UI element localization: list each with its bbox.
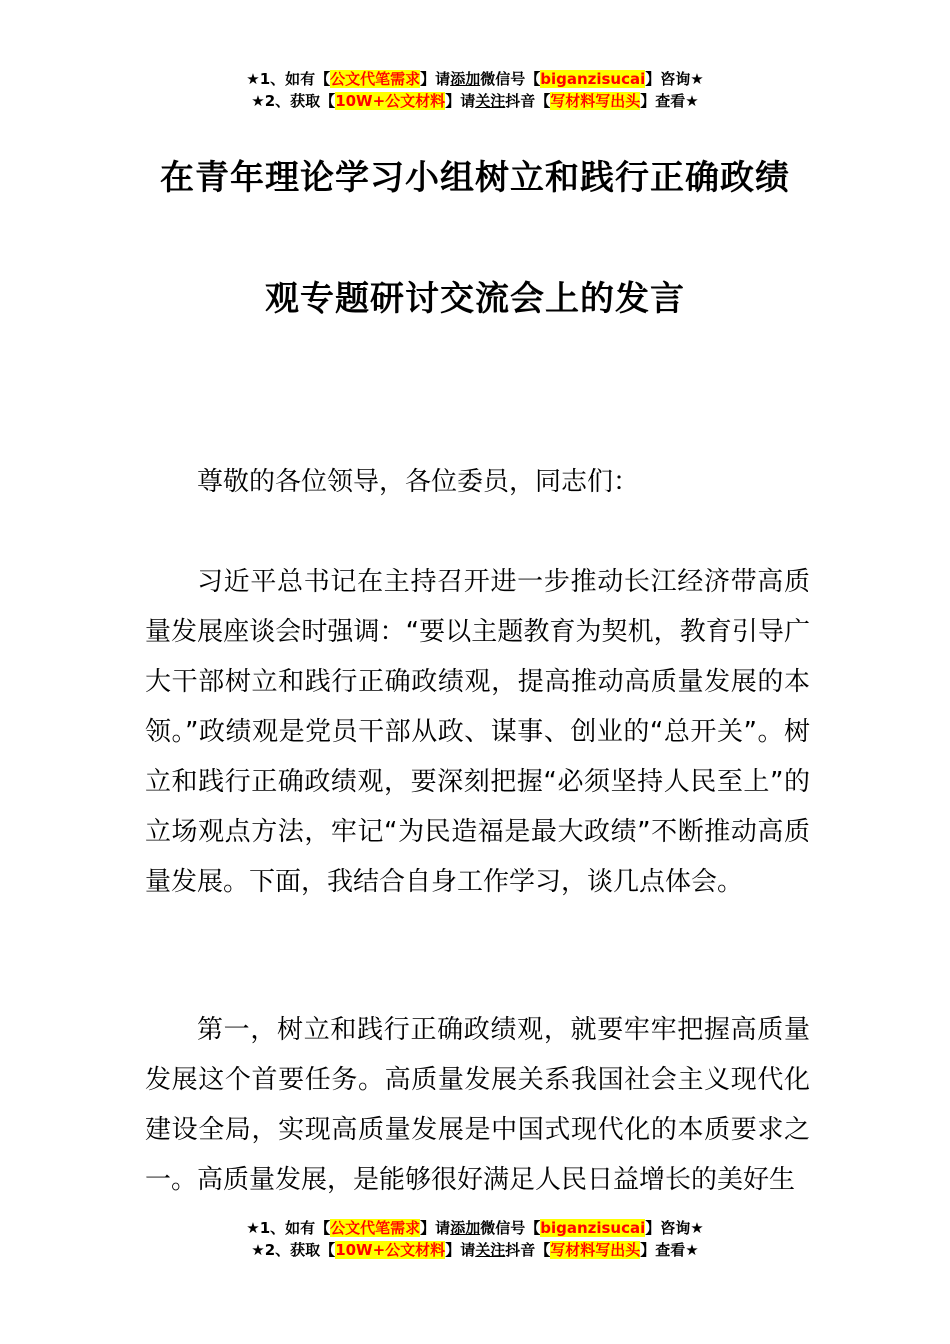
banner-1-highlight-wechat: biganzisucai — [540, 1219, 646, 1237]
banner-line-1 — [0, 1217, 950, 1239]
banner-2-underlined: 关注 — [475, 1241, 506, 1259]
banner-1-highlight-wechat: biganzisucai — [540, 70, 646, 88]
page-title-line-2: 观专题研讨交流会上的发言 — [265, 279, 685, 319]
paragraph-block-1 — [145, 557, 810, 907]
footer-banner — [0, 1217, 950, 1261]
banner-2-highlight-materials: 10W+公文材料 — [335, 1241, 446, 1259]
salutation-text: 尊敬的各位领导，各位委员，同志们： — [197, 467, 640, 497]
banner-1-suffix: 】咨询★ — [645, 70, 704, 88]
banner-1-mid2: 微信号【 — [480, 70, 541, 88]
banner-2-suffix: 】查看★ — [640, 1241, 699, 1259]
banner-2-mid: 】请 — [445, 92, 476, 110]
banner-2-mid: 】请 — [445, 1241, 476, 1259]
banner-2-mid2: 抖音【 — [505, 1241, 551, 1259]
page-title-line-1: 在青年理论学习小组树立和践行正确政绩 — [160, 158, 790, 198]
salutation — [145, 457, 810, 507]
banner-1-highlight-service: 公文代笔需求 — [330, 1219, 421, 1237]
banner-2-mid2: 抖音【 — [505, 92, 551, 110]
banner-1-highlight-service: 公文代笔需求 — [330, 70, 421, 88]
banner-1-mid2: 微信号【 — [480, 1219, 541, 1237]
banner-1-suffix: 】咨询★ — [645, 1219, 704, 1237]
banner-2-underlined: 关注 — [475, 92, 506, 110]
banner-1-underlined: 添加 — [450, 70, 481, 88]
banner-1-mid: 】请 — [420, 70, 451, 88]
banner-line-2 — [0, 1239, 950, 1261]
paragraph-block-2 — [145, 1005, 810, 1205]
banner-1-mid: 】请 — [420, 1219, 451, 1237]
banner-1-prefix: ★1、如有【 — [246, 70, 331, 88]
banner-1-underlined: 添加 — [450, 1219, 481, 1237]
header-banner — [0, 68, 950, 112]
banner-2-highlight-douyin: 写材料写出头 — [550, 92, 641, 110]
banner-line-2 — [0, 90, 950, 112]
banner-2-highlight-materials: 10W+公文材料 — [335, 92, 446, 110]
body-paragraph: 第一，树立和践行正确政绩观，就要牢牢把握高质量发展这个首要任务。高质量发展关系我国社会主义现代化建设全局，实现高质量发展是中国式现代化的本质要求之一。高质量发展，是能够很好满足人民日益增长的美好生 — [145, 1015, 810, 1195]
banner-2-prefix: ★2、获取【 — [251, 1241, 336, 1259]
banner-2-suffix: 】查看★ — [640, 92, 699, 110]
banner-2-highlight-douyin: 写材料写出头 — [550, 1241, 641, 1259]
banner-line-1 — [0, 68, 950, 90]
banner-1-prefix: ★1、如有【 — [246, 1219, 331, 1237]
body-paragraph: 习近平总书记在主持召开进一步推动长江经济带高质量发展座谈会时强调：“要以主题教育为契机，教育引导广大干部树立和践行正确政绩观，提高推动高质量发展的本领。”政绩观是党员干部从政、谋事、创业的“总开关”。树立和践行正确政绩观，要深刻把握“必须坚持人民至上”的立场观点方法，牢记“为民造福是最大政绩”不断推动高质量发展。下面，我结合自身工作学习，谈几点体会。 — [145, 567, 810, 897]
banner-2-prefix: ★2、获取【 — [251, 92, 336, 110]
